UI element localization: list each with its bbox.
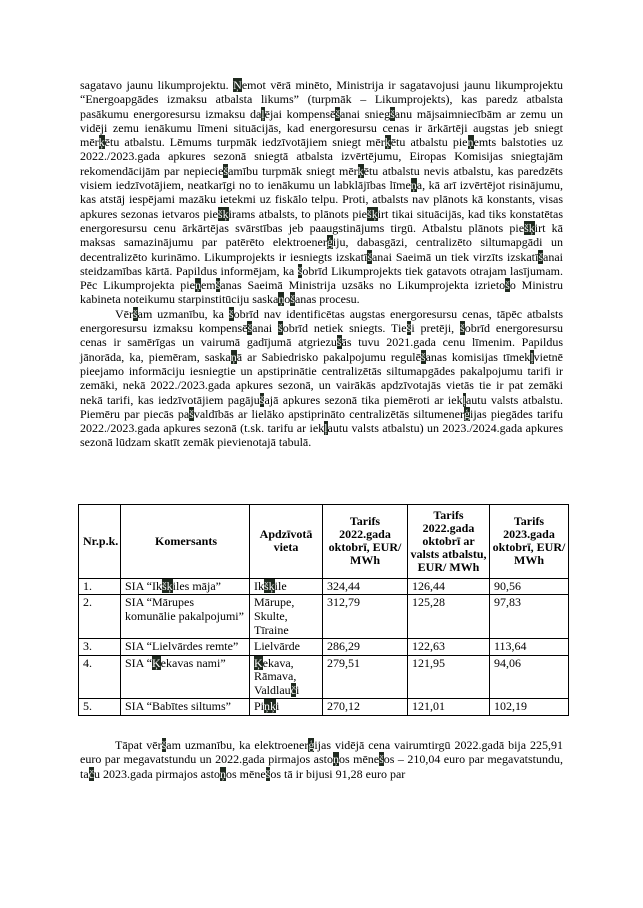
substituted-glyph: ķ bbox=[222, 206, 229, 221]
substituted-glyph: š bbox=[406, 321, 412, 336]
substituted-glyph: ķ bbox=[166, 578, 173, 593]
table-row bbox=[79, 699, 569, 716]
paragraph-likumprojekts: sagatavo jaunu likumprojektu. Ņemot vērā minēto, Ministrija ir sagatavojusi jaunu likumprojektu “Energoapgādes izmaksu atbalsta likums” (turpmāk – Likumprojekts), kas paredz atbalsta pasākumu energoresursu izmaksu daļējai kompensēšanai sniegšanu mājsaimniecībām ar zemu un vidēji zemu ienākumu līmeni situācijās, kad energoresursu cenas ir ārkārtēji augstas jeb sniegt mērķētu atbalstu. Lēmums turpmāk iedzīvotājiem sniegt mērķētu atbalstu pieņemts balstoties uz 2022./2023.gada apkures sezonā sniegtā atbalsta izvērtējumu, Eiropas Komisijas sniegtajām rekomendācijām par nepieciešamību turpmāk sniegt mērķētu atbalstu nevis atbalstu, kas paredzēts visiem iedzīvotājiem, neatkarīgi no to ienākumu un labklājības līmeņa, kā arī izvērtējot risinājumu, kas atstāj iespējami mazāku ietekmi uz fiskālo telpu. Proti, atbalsts nav plānots kā konstants, visas apkures sezonas ietvaros piešķirams atbalsts, to plānots piešķirt tikai situācijās, kad tiks konstatētas energoresursu cenu ārkārtējas svārstības jeb paaugstinājums tirgū. Atbalstu plānots piešķirt kā maksas samazinājumu par patērēto elektroenerģiju, dabasgāzi, centralizēto siltumapgādi un decentralizēto kurināmo. Likumprojekts ir iesniegts izskatīšanai Saeimā un tiek virzīts izskatīšanai steidzamības kārtā. Papildus informējam, ka šobrīd Likumprojekts tiek gatavots otrajam lasījumam. Pēc Likumprojekta pieņemšanas Saeimā Ministrija uzsāks no Likumprojekta izrietošo Ministru kabineta noteikumu starpinstitūciju saskaņošanas procesu. bbox=[80, 78, 564, 307]
substituted-glyph: ņ bbox=[467, 135, 474, 150]
table-row bbox=[79, 639, 569, 656]
substituted-glyph: š bbox=[538, 249, 543, 264]
substituted-glyph: Ķ bbox=[254, 655, 263, 670]
cell-nr: 5. bbox=[79, 699, 121, 716]
substituted-glyph: š bbox=[524, 220, 529, 235]
cell-tarifs-2023: 94,06 bbox=[490, 655, 569, 699]
cell-vieta: Mārupe, Skulte, Tīraine bbox=[250, 595, 323, 639]
cell-komersants: SIA “Babītes siltums” bbox=[121, 699, 250, 716]
substituted-glyph: ņ bbox=[410, 178, 417, 193]
substituted-glyph: ģ bbox=[326, 235, 333, 250]
cell-komersants: SIA “Ķekavas nami” bbox=[121, 655, 250, 699]
header-nr-p-k: Nr.p.k. bbox=[79, 504, 121, 578]
header-tarifs-2022-atbalsts: Tarifs 2022.gada oktobrī ar valsts atbalstu, EUR/ MWh bbox=[408, 504, 490, 578]
substituted-glyph: š bbox=[265, 766, 271, 781]
substituted-glyph: š bbox=[247, 321, 253, 336]
table-header-row bbox=[79, 504, 569, 578]
header-tarifs-2022: Tarifs 2022.gada oktobrī, EUR/ MWh bbox=[323, 504, 408, 578]
substituted-glyph: š bbox=[215, 278, 221, 293]
substituted-glyph: ķ bbox=[357, 163, 364, 178]
cell-tarifs-2022-atbalsts: 125,28 bbox=[408, 595, 490, 639]
cell-tarifs-2022: 279,51 bbox=[323, 655, 408, 699]
substituted-glyph: ķ bbox=[371, 206, 378, 221]
table-row bbox=[79, 578, 569, 595]
table-row bbox=[79, 595, 569, 639]
cell-tarifs-2022-atbalsts: 126,44 bbox=[408, 578, 490, 595]
table-row bbox=[79, 655, 569, 699]
substituted-glyph: š bbox=[379, 752, 384, 767]
substituted-glyph: Ņ bbox=[233, 78, 242, 92]
substituted-glyph: ļ bbox=[530, 349, 534, 364]
substituted-glyph: ģ bbox=[308, 738, 315, 753]
cell-vieta: Ikšķile bbox=[250, 578, 323, 595]
cell-komersants: SIA “Ikšķiles māja” bbox=[121, 578, 250, 595]
substituted-glyph: š bbox=[390, 106, 395, 121]
cell-tarifs-2022: 270,12 bbox=[323, 699, 408, 716]
substituted-glyph: š bbox=[460, 321, 465, 336]
substituted-glyph: ķ bbox=[528, 220, 535, 235]
substituted-glyph: š bbox=[367, 206, 372, 221]
substituted-glyph: š bbox=[228, 306, 234, 321]
cell-tarifs-2023: 97,83 bbox=[490, 595, 569, 639]
cell-komersants: SIA “Mārupes komunālie pakalpojumi” bbox=[121, 595, 250, 639]
cell-tarifs-2023: 90,56 bbox=[490, 578, 569, 595]
substituted-glyph: ņ bbox=[332, 752, 339, 767]
cell-vieta: Lielvārde bbox=[250, 639, 323, 656]
substituted-glyph: š bbox=[336, 335, 342, 350]
cell-nr: 4. bbox=[79, 655, 121, 699]
substituted-glyph: ļ bbox=[261, 106, 265, 121]
substituted-glyph: š bbox=[420, 349, 426, 364]
cell-tarifs-2022-atbalsts: 121,01 bbox=[408, 699, 490, 716]
cell-nr: 1. bbox=[79, 578, 121, 595]
substituted-glyph: ļ bbox=[324, 421, 328, 436]
cell-tarifs-2023: 102,19 bbox=[490, 699, 569, 716]
substituted-glyph: š bbox=[290, 292, 295, 307]
cell-tarifs-2022: 286,29 bbox=[323, 639, 408, 656]
substituted-glyph: ņ bbox=[278, 292, 285, 307]
cell-komersants: SIA “Lielvārdes remte” bbox=[121, 639, 250, 656]
paragraph-elektroenergija: Tāpat vēršam uzmanību, ka elektroenerģijas vidējā cena vairumtirgū 2022.gadā bija 225,91 euro par megavatstundu un 2022.gada pirmajos astoņos mēnešos – 210,04 euro par megavatstundu, taču 2023.gada pirmajos astoņos mēnešos tā ir bijusi 91,28 euro par bbox=[80, 738, 564, 781]
cell-nr: 2. bbox=[79, 595, 121, 639]
substituted-glyph: ķ bbox=[268, 578, 275, 593]
cell-vieta: Piņķi bbox=[250, 699, 323, 716]
cell-nr: 3. bbox=[79, 639, 121, 656]
cell-tarifs-2022: 312,79 bbox=[323, 595, 408, 639]
paragraph-tarifi: Vēršam uzmanību, ka šobrīd nav identificētas augstas energoresursu cenas, tāpēc atbalsts energoresursu izmaksu kompensēšanai šobrīd netiek sniegts. Tieši pretēji, šobrīd energoresursu cenas ir samērīgas un vairumā gadījumā atgriezušās tuvu 2021.gada cenu līmenim. Papildus jānorāda, ka, piemēram, saskaņā ar Sabiedrisko pakalpojumu regulēšanas komisijas tīmekļvietnē pieejamo informāciju iesniegtie un apstiprinātie centralizētās siltumapgādes pakalpojumu tarifi ir zemāki, nekā 2022./2023.gada apkures sezonā, un vairākās apdzīvotajās vietās tie ir pat zemāki nekā tarifi, kas iedzīvotājiem pagājušajā apkures sezonā tika piemēroti ar iekļautu valsts atbalstu. Piemēru par piecās pašvaldībās ar lielāko apstiprināto centralizētās siltumenerģijas piegādes tarifu 2022./2023.gada apkures sezonā (t.sk. tarifu ar iekļautu valsts atbalstu) un 2023./2024.gada apkures sezonā lūdzam skatīt zemāk pievienotajā tabulā. bbox=[80, 306, 564, 450]
substituted-glyph: ķ bbox=[384, 135, 391, 150]
substituted-glyph: š bbox=[259, 392, 265, 407]
substituted-glyph: č bbox=[88, 766, 94, 781]
cell-tarifs-2022-atbalsts: 121,95 bbox=[408, 655, 490, 699]
substituted-glyph: š bbox=[223, 163, 229, 178]
header-apdzivota-vieta: Apdzīvotā vieta bbox=[250, 504, 323, 578]
substituted-glyph: š bbox=[297, 263, 303, 278]
substituted-glyph: š bbox=[264, 578, 269, 593]
substituted-glyph: ņ bbox=[230, 349, 237, 364]
substituted-glyph: ņ bbox=[194, 278, 201, 293]
substituted-glyph: š bbox=[217, 206, 223, 221]
substituted-glyph: ģ bbox=[464, 406, 470, 421]
cell-tarifs-2022-atbalsts: 122,63 bbox=[408, 639, 490, 656]
substituted-glyph: š bbox=[189, 406, 194, 421]
substituted-glyph: Ķ bbox=[152, 655, 161, 670]
cell-tarifs-2022: 324,44 bbox=[323, 578, 408, 595]
header-tarifs-2023: Tarifs 2023.gada oktobrī, EUR/ MWh bbox=[490, 504, 569, 578]
cell-tarifs-2023: 113,64 bbox=[490, 639, 569, 656]
substituted-glyph: ķ bbox=[270, 699, 277, 714]
substituted-glyph: ņ bbox=[219, 766, 226, 781]
substituted-glyph: š bbox=[162, 578, 167, 593]
header-komersants: Komersants bbox=[121, 504, 250, 578]
cell-vieta: Ķekava, Rāmava, Valdlauči bbox=[250, 655, 323, 699]
substituted-glyph: š bbox=[133, 306, 138, 321]
tariff-table bbox=[78, 504, 569, 716]
substituted-glyph: ņ bbox=[264, 699, 271, 714]
substituted-glyph: ķ bbox=[98, 135, 105, 150]
substituted-glyph: š bbox=[367, 249, 372, 264]
substituted-glyph: č bbox=[290, 682, 296, 697]
substituted-glyph: š bbox=[335, 106, 341, 121]
substituted-glyph: š bbox=[278, 321, 283, 336]
substituted-glyph: ļ bbox=[462, 392, 466, 407]
substituted-glyph: š bbox=[161, 738, 167, 753]
substituted-glyph: š bbox=[505, 278, 510, 293]
